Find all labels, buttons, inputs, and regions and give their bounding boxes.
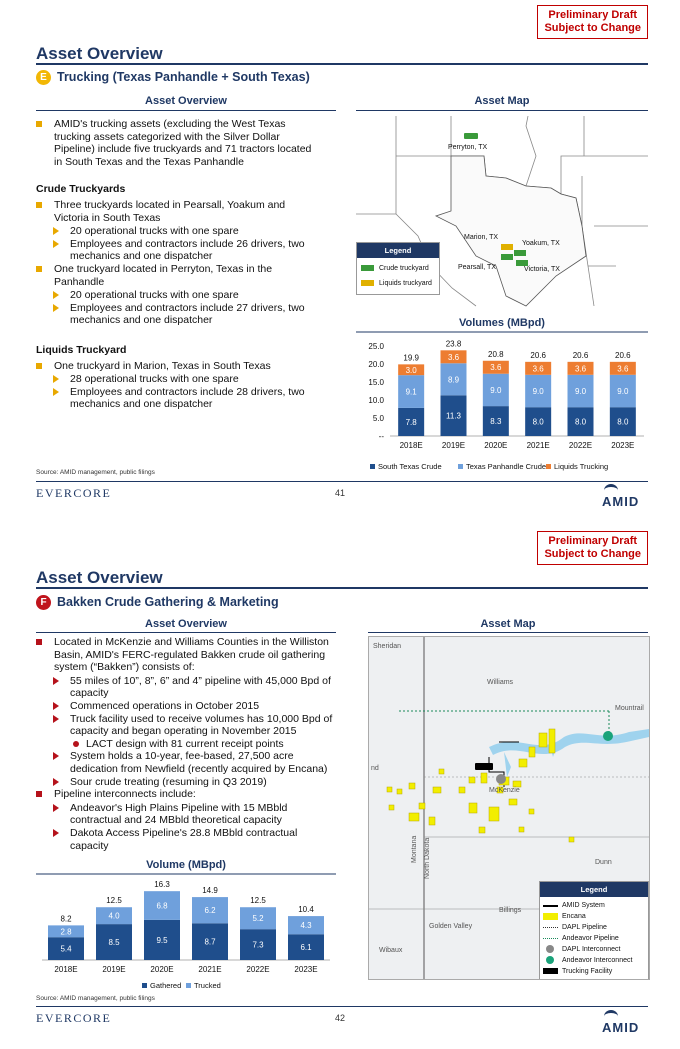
draft-stamp bbox=[537, 5, 648, 39]
draft-line-1: Preliminary Draft bbox=[548, 9, 638, 21]
y-tick-label: 25.0 bbox=[368, 342, 384, 351]
volumes-chart bbox=[356, 312, 648, 477]
total-label: 8.2 bbox=[60, 914, 72, 924]
sub-bullet: Dakota Access Pipeline's 28.8 MBbld contractual capacity bbox=[36, 827, 336, 852]
sub-bullet: Employees and contractors include 28 drivers, two mechanics and one dispatcher bbox=[36, 386, 316, 411]
label-mountrail: Mountrail bbox=[615, 705, 644, 712]
bakken-map bbox=[368, 636, 650, 980]
crude-truck-icon bbox=[464, 133, 478, 139]
sub-bullet: 20 operational trucks with one spare bbox=[36, 225, 316, 238]
legend-label: Gathered bbox=[150, 981, 182, 990]
sub-bullet: Employees and contractors include 27 drivers, two mechanics and one dispatcher bbox=[36, 302, 316, 327]
legend-label: DAPL Pipeline bbox=[562, 924, 607, 931]
liquids-truck-icon bbox=[361, 280, 374, 286]
sub-bullet: 55 miles of 10”, 8”, 6” and 4” pipeline with 45,000 Bpd of capacity bbox=[36, 675, 336, 700]
data-label: 7.8 bbox=[405, 417, 417, 427]
left-column-header: Asset Overview bbox=[145, 95, 227, 107]
data-label: 6.1 bbox=[300, 943, 312, 953]
title-rule bbox=[36, 63, 648, 65]
legend-liquids bbox=[357, 278, 439, 289]
data-label: 3.6 bbox=[447, 352, 460, 362]
x-tick-label: 2023E bbox=[294, 965, 318, 974]
total-label: 12.5 bbox=[250, 896, 266, 906]
sub-bullet: Sour crude treating (resuming in Q3 2019) bbox=[36, 776, 336, 789]
x-tick-label: 2018E bbox=[54, 965, 78, 974]
data-label: 8.7 bbox=[204, 937, 216, 947]
data-label: 4.0 bbox=[108, 911, 120, 921]
y-tick-label: 5.0 bbox=[372, 414, 384, 423]
draft-line-1: Preliminary Draft bbox=[548, 535, 638, 547]
crude-truck-icon bbox=[361, 265, 374, 271]
y-tick-label: 10.0 bbox=[368, 396, 384, 405]
data-label: 8.0 bbox=[574, 417, 587, 427]
line-swatch-icon bbox=[543, 938, 558, 939]
data-label: 3.6 bbox=[574, 364, 587, 374]
legend-label: Trucking Facility bbox=[562, 968, 613, 975]
legend-amid-system bbox=[540, 900, 648, 911]
legend-label: Texas Panhandle Crude bbox=[466, 462, 547, 471]
chart-title: Volume (MBpd) bbox=[146, 859, 226, 871]
legend-encana bbox=[540, 911, 648, 922]
map-legend bbox=[356, 242, 440, 295]
data-label: 9.0 bbox=[490, 385, 502, 395]
legend-label: South Texas Crude bbox=[378, 462, 442, 471]
footer-rule bbox=[36, 481, 648, 482]
page-title: Asset Overview bbox=[36, 568, 163, 587]
data-label: 8.0 bbox=[532, 417, 544, 427]
circle-swatch-icon bbox=[546, 945, 554, 953]
data-label: 8.0 bbox=[617, 417, 629, 427]
legend-swatch bbox=[370, 464, 375, 469]
sub-bullet: 28 operational trucks with one spare bbox=[36, 373, 316, 386]
sub-bullet: 20 operational trucks with one spare bbox=[36, 289, 316, 302]
source-note: Source: AMID management, public filings bbox=[36, 995, 155, 1002]
total-label: 20.6 bbox=[572, 350, 589, 360]
section-badge: E bbox=[36, 70, 51, 85]
evercore-logo: EVERCORE bbox=[36, 1011, 112, 1025]
label-perryton: Perryton, TX bbox=[448, 144, 488, 151]
legend-dapl-interconnect bbox=[540, 944, 648, 955]
x-tick-label: 2022E bbox=[246, 965, 270, 974]
section-title: Trucking (Texas Panhandle + South Texas) bbox=[57, 70, 310, 84]
x-tick-label: 2022E bbox=[568, 441, 593, 450]
bullet-intro: AMID's trucking assets (excluding the West Texas trucking assets categorized with the Silver Dollar Pipeline) include five truckyards and 71 tractors located in South Texas and the Texas Panhandle bbox=[36, 118, 316, 168]
left-column-header: Asset Overview bbox=[145, 618, 227, 630]
total-label: 19.9 bbox=[403, 353, 419, 363]
label-billings: Billings bbox=[499, 907, 522, 914]
x-tick-label: 2018E bbox=[399, 441, 423, 450]
label-montana: Montana bbox=[411, 835, 418, 863]
legend-swatch bbox=[186, 983, 191, 988]
amid-logo: AMID bbox=[602, 1020, 640, 1035]
data-label: 5.4 bbox=[60, 944, 72, 954]
total-label: 16.3 bbox=[154, 880, 170, 890]
label-williams: Williams bbox=[487, 679, 514, 686]
legend-label: Trucked bbox=[194, 981, 221, 990]
x-tick-label: 2019E bbox=[441, 441, 466, 450]
sub-bullet: Truck facility used to receive volumes has 10,000 Bpd of capacity and began operating in November 2015 bbox=[36, 713, 336, 738]
crude-truck-icon bbox=[516, 260, 528, 266]
data-label: 9.0 bbox=[617, 387, 629, 396]
volume-chart bbox=[36, 856, 336, 996]
map-legend bbox=[539, 881, 649, 980]
crude-truck-icon bbox=[501, 254, 513, 260]
total-label: 14.9 bbox=[202, 886, 218, 896]
section-title: Bakken Crude Gathering & Marketing bbox=[57, 595, 279, 609]
page-number: 41 bbox=[334, 488, 345, 498]
evercore-logo: EVERCORE bbox=[36, 486, 112, 500]
legend-label: Andeavor Interconnect bbox=[562, 957, 633, 964]
title-rule bbox=[36, 587, 648, 589]
line-swatch-icon bbox=[543, 905, 558, 907]
sub-bullet: Commenced operations in October 2015 bbox=[36, 700, 336, 713]
liquids-truck-icon bbox=[501, 244, 513, 250]
data-label: 3.6 bbox=[490, 363, 502, 373]
sub-bullet: System holds a 10-year, fee-based, 27,500 acre dedication from Newfield (recently acquired by Encana) bbox=[36, 750, 336, 775]
label-victoria: Victoria, TX bbox=[524, 266, 560, 273]
bullet-interconnects: Pipeline interconnects include: bbox=[36, 788, 336, 801]
x-tick-label: 2020E bbox=[150, 965, 174, 974]
legend-trucking-facility bbox=[540, 966, 648, 977]
legend-andeavor-interconnect bbox=[540, 955, 648, 966]
label-nd: nd bbox=[371, 765, 379, 772]
label-yoakum: Yoakum, TX bbox=[522, 240, 560, 247]
bullet-crude-2: One truckyard located in Perryton, Texas in the Panhandle bbox=[36, 263, 316, 288]
crude-truck-icon bbox=[514, 250, 526, 256]
data-label: 7.3 bbox=[252, 940, 264, 950]
label-sheridan: Sheridan bbox=[373, 643, 402, 650]
legend-label: Liquids Trucking bbox=[554, 462, 609, 471]
legend-liquids-label: Liquids truckyard bbox=[379, 280, 432, 287]
left-header-rule bbox=[36, 632, 336, 633]
label-pearsall: Pearsall, TX bbox=[458, 264, 496, 271]
data-label: 9.0 bbox=[574, 387, 587, 396]
left-header-rule bbox=[36, 110, 336, 111]
section-badge: F bbox=[36, 595, 51, 610]
label-dunn: Dunn bbox=[595, 859, 612, 866]
page-number: 42 bbox=[334, 1013, 345, 1023]
total-label: 10.4 bbox=[298, 905, 314, 915]
legend-swatch bbox=[142, 983, 147, 988]
data-label: 9.0 bbox=[532, 387, 544, 396]
draft-line-2: Subject to Change bbox=[544, 548, 641, 560]
data-label: 8.3 bbox=[490, 417, 502, 427]
sub-sub-bullet: LACT design with 81 current receipt points bbox=[36, 738, 336, 751]
x-tick-label: 2023E bbox=[611, 441, 635, 450]
bullet-liquids-1: One truckyard in Marion, Texas in South Texas bbox=[36, 360, 316, 373]
data-label: 6.8 bbox=[156, 901, 168, 911]
y-tick-label: -- bbox=[378, 432, 384, 441]
page-title: Asset Overview bbox=[36, 44, 163, 63]
total-label: 20.6 bbox=[615, 350, 631, 360]
x-tick-label: 2021E bbox=[198, 965, 222, 974]
chart-title: Volumes (MBpd) bbox=[459, 317, 545, 329]
data-label: 8.9 bbox=[447, 375, 460, 385]
right-column-header: Asset Map bbox=[480, 618, 536, 630]
total-label: 20.6 bbox=[530, 350, 546, 360]
x-tick-label: 2019E bbox=[102, 965, 126, 974]
texas-map bbox=[356, 116, 648, 308]
legend-label: AMID System bbox=[562, 902, 605, 909]
legend-label: Andeavor Pipeline bbox=[562, 935, 619, 942]
area-swatch-icon bbox=[543, 913, 558, 920]
data-label: 6.2 bbox=[204, 906, 216, 916]
legend-title: Legend bbox=[540, 882, 648, 897]
data-label: 3.6 bbox=[532, 364, 544, 374]
sub-bullet: Andeavor's High Plains Pipeline with 15 MBbld contractual and 24 MBbld theoretical capacity bbox=[36, 802, 336, 827]
liquids-heading: Liquids Truckyard bbox=[36, 343, 127, 356]
data-label: 9.1 bbox=[405, 387, 417, 397]
legend-andeavor-pipeline bbox=[540, 933, 648, 944]
draft-line-2: Subject to Change bbox=[544, 22, 641, 34]
legend-dapl-pipeline bbox=[540, 922, 648, 933]
data-label: 8.5 bbox=[108, 938, 120, 948]
data-label: 9.5 bbox=[156, 935, 168, 945]
bullet-crude-1: Three truckyards located in Pearsall, Yoakum and Victoria in South Texas bbox=[36, 199, 316, 224]
data-label: 3.0 bbox=[405, 365, 417, 375]
label-marion: Marion, TX bbox=[464, 234, 499, 241]
label-north-dakota: North Dakota bbox=[424, 837, 431, 879]
legend-swatch bbox=[546, 464, 551, 469]
total-label: 20.8 bbox=[488, 349, 504, 359]
legend-swatch bbox=[458, 464, 463, 469]
draft-stamp bbox=[537, 531, 648, 565]
amid-logo: AMID bbox=[602, 494, 640, 509]
legend-crude-label: Crude truckyard bbox=[379, 265, 429, 272]
x-tick-label: 2020E bbox=[484, 441, 508, 450]
label-golden-valley: Golden Valley bbox=[429, 923, 473, 930]
legend-label: Encana bbox=[562, 913, 586, 920]
right-header-rule bbox=[368, 632, 648, 633]
x-tick-label: 2021E bbox=[526, 441, 550, 450]
truck-icon bbox=[543, 968, 558, 974]
crude-heading: Crude Truckyards bbox=[36, 183, 126, 196]
data-label: 5.2 bbox=[252, 914, 264, 924]
sub-bullet: Employees and contractors include 26 drivers, two mechanics and one dispatcher bbox=[36, 238, 316, 263]
data-label: 2.8 bbox=[60, 927, 72, 937]
y-tick-label: 20.0 bbox=[368, 360, 384, 369]
data-label: 11.3 bbox=[446, 411, 461, 421]
legend-title: Legend bbox=[357, 243, 439, 258]
total-label: 12.5 bbox=[106, 896, 122, 906]
right-column-header: Asset Map bbox=[474, 95, 530, 107]
legend-label: DAPL Interconnect bbox=[562, 946, 621, 953]
right-header-rule bbox=[356, 110, 648, 111]
data-label: 4.3 bbox=[300, 921, 312, 931]
line-swatch-icon bbox=[543, 927, 558, 928]
source-note: Source: AMID management, public filings bbox=[36, 469, 155, 476]
footer-rule bbox=[36, 1006, 648, 1007]
trucking-facility-icon bbox=[475, 763, 493, 770]
legend-crude bbox=[357, 263, 439, 274]
y-tick-label: 15.0 bbox=[368, 378, 384, 387]
page2-body bbox=[36, 636, 336, 852]
label-mckenzie: McKenzie bbox=[489, 787, 520, 794]
data-label: 3.6 bbox=[617, 364, 629, 374]
total-label: 23.8 bbox=[445, 339, 462, 349]
page1-body bbox=[36, 118, 316, 411]
label-wibaux: Wibaux bbox=[379, 947, 403, 954]
circle-swatch-icon bbox=[546, 956, 554, 964]
bullet-location: Located in McKenzie and Williams Counties in the Williston Basin, AMID's FERC-regulated Bakken crude oil gathering system (“Bakken”) consists of: bbox=[36, 636, 336, 674]
